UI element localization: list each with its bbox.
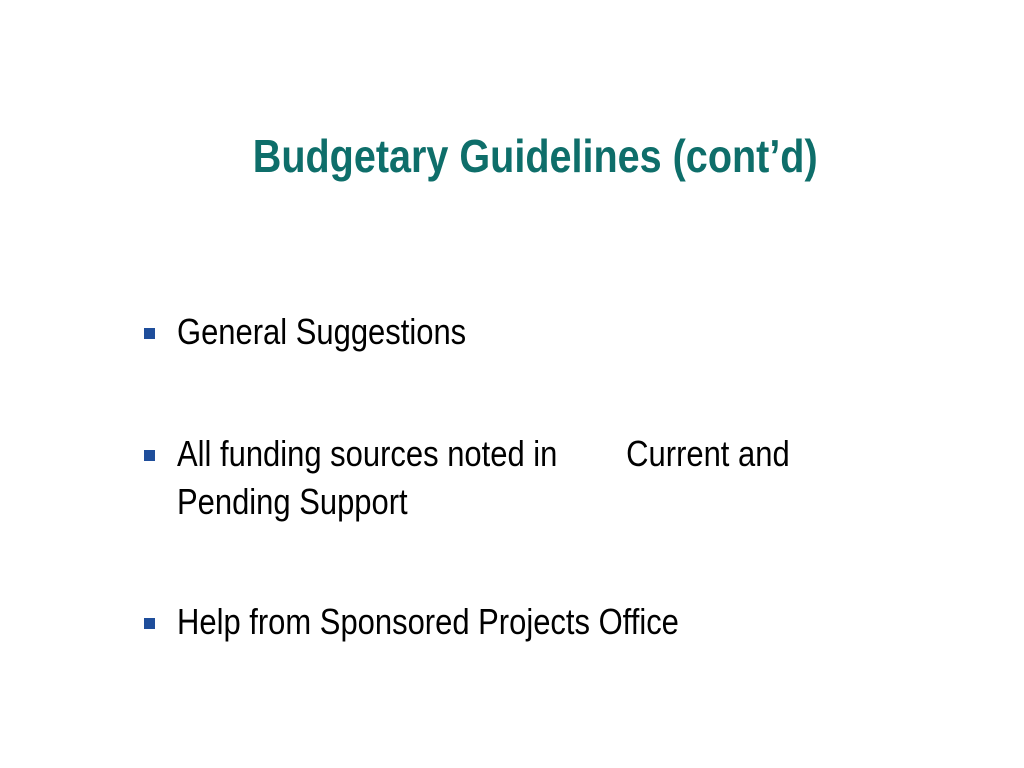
bullet-text: General Suggestions xyxy=(177,311,467,352)
square-bullet-icon xyxy=(144,618,155,629)
bullet-text: All funding sources noted in Current and Pending Support xyxy=(177,433,790,522)
bullet-text: Help from Sponsored Projects Office xyxy=(177,601,679,642)
square-bullet-icon xyxy=(144,450,155,461)
square-bullet-icon xyxy=(144,328,155,339)
slide-title: Budgetary Guidelines (cont’d) xyxy=(252,130,818,182)
